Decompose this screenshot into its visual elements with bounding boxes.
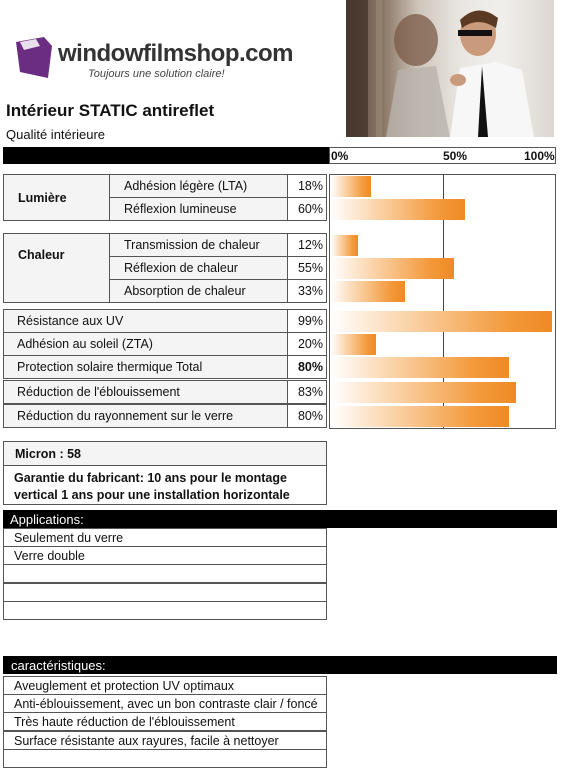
scale-label-100: 100%: [524, 149, 555, 163]
logo: [14, 36, 314, 86]
bar-adhesion-legere-lta: [331, 176, 371, 197]
applications-header: Applications:: [3, 510, 557, 528]
application-item-4: [3, 583, 327, 602]
feature-item-3: Très haute réduction de l'éblouissement: [3, 712, 327, 731]
bar-reflexion-de-chaleur: [331, 258, 454, 279]
logo-tagline: Toujours une solution claire!: [88, 68, 225, 80]
application-item-5: [3, 601, 327, 620]
warranty-line1: Garantie du fabricant: 10 ans pour le montage: [14, 471, 287, 485]
row-label-reflexion-chaleur: Réflexion de chaleur: [109, 256, 288, 280]
row-label-lta: Adhésion légère (LTA): [109, 174, 288, 198]
feature-item-5: [3, 749, 327, 768]
warranty-line2: vertical 1 ans pour une installation horizontale: [14, 488, 290, 502]
value-absorption-chaleur: 33%: [287, 279, 327, 303]
value-protection-totale: 80%: [287, 355, 327, 379]
value-uv: 99%: [287, 309, 327, 333]
value-eblouissement: 83%: [287, 380, 327, 404]
value-reflexion-lumineuse: 60%: [287, 197, 327, 221]
application-item-1: Seulement du verre: [3, 528, 327, 547]
row-label-zta: Adhésion au soleil (ZTA): [3, 332, 288, 356]
scale-label-50: 50%: [443, 149, 468, 163]
product-quality: Qualité intérieure: [6, 127, 105, 142]
bar-reduction-du-rayonnement-sur-le-verre: [331, 406, 509, 427]
bar-absorption-de-chaleur: [331, 281, 405, 302]
scale-header-bar: [3, 147, 329, 164]
product-title: Intérieur STATIC antireflet: [6, 101, 215, 120]
value-zta: 20%: [287, 332, 327, 356]
bar-adhesion-au-soleil-zta: [331, 334, 376, 355]
section-lumiere: Lumière: [3, 174, 110, 221]
warranty-box: [3, 465, 327, 505]
bar-protection-solaire-thermique-total: [331, 357, 509, 378]
logo-wordmark: windowfilmshop.com: [58, 40, 293, 67]
value-lta: 18%: [287, 174, 327, 198]
photo-illustration: [346, 0, 554, 137]
row-label-transmission-chaleur: Transmission de chaleur: [109, 233, 288, 257]
feature-item-2: Anti-éblouissement, avec un bon contraste clair / foncé: [3, 694, 327, 713]
row-label-absorption-chaleur: Absorption de chaleur: [109, 279, 288, 303]
row-label-eblouissement: Réduction de l'éblouissement: [3, 380, 288, 404]
section-chaleur: Chaleur: [3, 233, 110, 303]
bar-reduction-de-l-eblouissement: [331, 382, 516, 403]
bar-transmission-de-chaleur: [331, 235, 358, 256]
value-reflexion-chaleur: 55%: [287, 256, 327, 280]
value-rayonnement: 80%: [287, 404, 327, 428]
logo-icon: [14, 36, 54, 80]
value-transmission-chaleur: 12%: [287, 233, 327, 257]
micron-value: Micron : 58: [3, 441, 327, 466]
row-label-protection-totale: Protection solaire thermique Total: [3, 355, 288, 379]
bar-reflexion-lumineuse: [331, 199, 465, 220]
row-label-rayonnement: Réduction du rayonnement sur le verre: [3, 404, 288, 428]
feature-item-4: Surface résistante aux rayures, facile à nettoyer: [3, 731, 327, 750]
product-photo: [346, 0, 554, 137]
feature-item-1: Aveuglement et protection UV optimaux: [3, 676, 327, 695]
row-label-uv: Résistance aux UV: [3, 309, 288, 333]
application-item-3: [3, 564, 327, 583]
features-header: caractéristiques:: [3, 656, 557, 674]
scale-label-0: 0%: [331, 149, 349, 163]
application-item-2: Verre double: [3, 546, 327, 565]
row-label-reflexion-lumineuse: Réflexion lumineuse: [109, 197, 288, 221]
bar-resistance-aux-uv: [331, 311, 552, 332]
